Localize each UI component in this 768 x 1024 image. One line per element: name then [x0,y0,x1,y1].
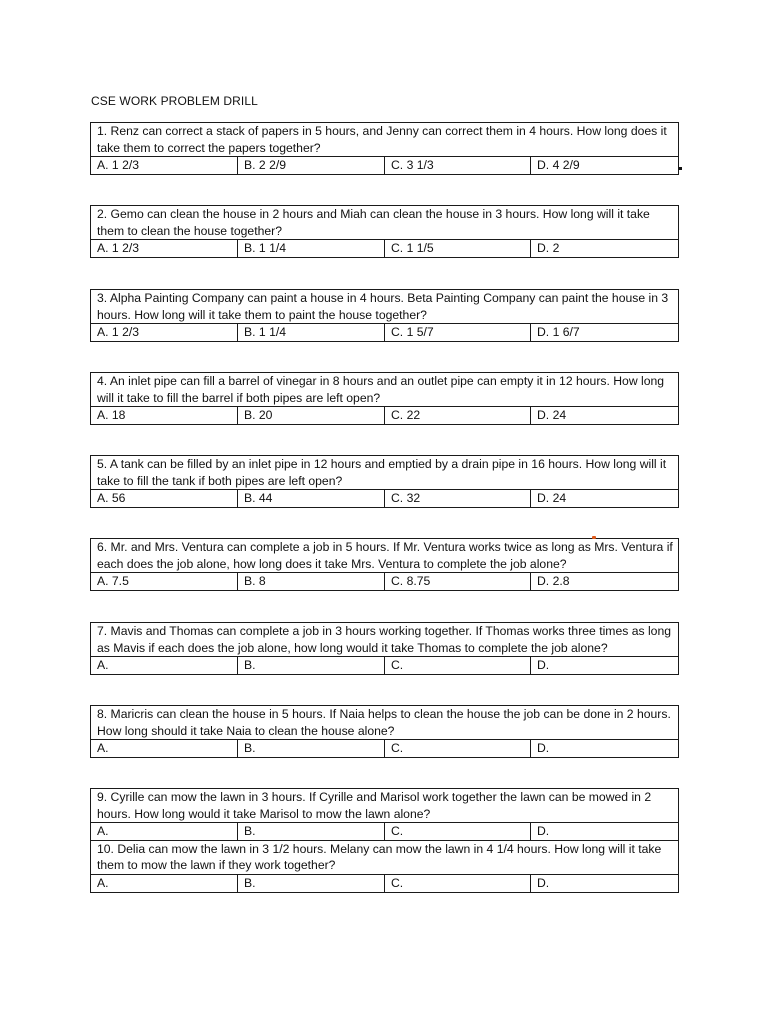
choice-d: D. 24 [531,490,679,508]
choice-b: B. 1 1/4 [238,324,385,342]
choice-d: D. [531,823,679,841]
question-text: 6. Mr. and Mrs. Ventura can complete a job in 5 hours. If Mr. Ventura works twice as long as Mrs. Ventura if each does the job alone, how long does it take Mrs. Ventura to complete the job alone? [91,539,679,573]
question-text: 1. Renz can correct a stack of papers in 5 hours, and Jenny can correct them in 4 hours. How long does it take them to correct the papers together? [91,123,679,157]
choice-b: B. [238,823,385,841]
choice-b: B. 20 [238,407,385,425]
choice-b: B. 44 [238,490,385,508]
choice-d: D. 1 6/7 [531,324,679,342]
choice-a: A. [91,874,238,892]
stray-orange-mark [592,536,596,539]
choice-a: A. 1 2/3 [91,240,238,258]
question-text: 3. Alpha Painting Company can paint a house in 4 hours. Beta Painting Company can paint the house in 3 hours. How long will it take them to paint the house together? [91,290,679,324]
question-table [90,122,679,175]
question-text: 8. Maricris can clean the house in 5 hours. If Naia helps to clean the house the job can be done in 2 hours. How long should it take Naia to clean the house alone? [91,706,679,740]
choice-d: D. [531,740,679,758]
choice-c: C. 3 1/3 [385,157,531,175]
choice-a: A. [91,657,238,675]
choice-d: D. 2.8 [531,573,679,591]
question-text: 7. Mavis and Thomas can complete a job in 3 hours working together. If Thomas works three times as long as Mavis if each does the job alone, how long would it take Thomas to complete the job alone? [91,623,679,657]
choice-b: B. 2 2/9 [238,157,385,175]
choice-d: D. [531,874,679,892]
question-text: 2. Gemo can clean the house in 2 hours and Miah can clean the house in 3 hours. How long will it take them to clean the house together? [91,206,679,240]
choice-c: C. [385,657,531,675]
stray-dot-mark [679,167,682,170]
choice-c: C. 32 [385,490,531,508]
choice-a: A. 7.5 [91,573,238,591]
choice-d: D. 4 2/9 [531,157,679,175]
choice-a: A. 18 [91,407,238,425]
question-table [90,289,679,342]
choice-d: D. 24 [531,407,679,425]
page-title: CSE WORK PROBLEM DRILL [91,94,258,108]
choice-c: C. [385,823,531,841]
choice-c: C. 22 [385,407,531,425]
question-text: 5. A tank can be filled by an inlet pipe in 12 hours and emptied by a drain pipe in 16 hours. How long will it take to fill the tank if both pipes are left open? [91,456,679,490]
question-table [90,455,679,508]
question-table [90,622,679,675]
choice-c: C. 1 1/5 [385,240,531,258]
choice-a: A. 1 2/3 [91,157,238,175]
choice-a: A. [91,823,238,841]
choice-d: D. [531,657,679,675]
question-table [90,205,679,258]
choice-b: B. [238,740,385,758]
question-table [90,538,679,591]
choice-b: B. 8 [238,573,385,591]
choice-c: C. [385,740,531,758]
choice-a: A. 1 2/3 [91,324,238,342]
question-text: 10. Delia can mow the lawn in 3 1/2 hours. Melany can mow the lawn in 4 1/4 hours. How long will it take them to mow the lawn if they work together? [91,840,679,874]
choice-b: B. 1 1/4 [238,240,385,258]
question-table [90,372,679,425]
choice-d: D. 2 [531,240,679,258]
question-text: 9. Cyrille can mow the lawn in 3 hours. If Cyrille and Marisol work together the lawn can be mowed in 2 hours. How long would it take Marisol to mow the lawn alone? [91,789,679,823]
question-table [90,705,679,758]
choice-b: B. [238,657,385,675]
choice-c: C. 8.75 [385,573,531,591]
choice-c: C. [385,874,531,892]
choice-c: C. 1 5/7 [385,324,531,342]
question-text: 4. An inlet pipe can fill a barrel of vinegar in 8 hours and an outlet pipe can empty it in 12 hours. How long will it take to fill the barrel if both pipes are left open? [91,373,679,407]
choice-b: B. [238,874,385,892]
question-table [90,788,679,893]
choice-a: A. [91,740,238,758]
choice-a: A. 56 [91,490,238,508]
